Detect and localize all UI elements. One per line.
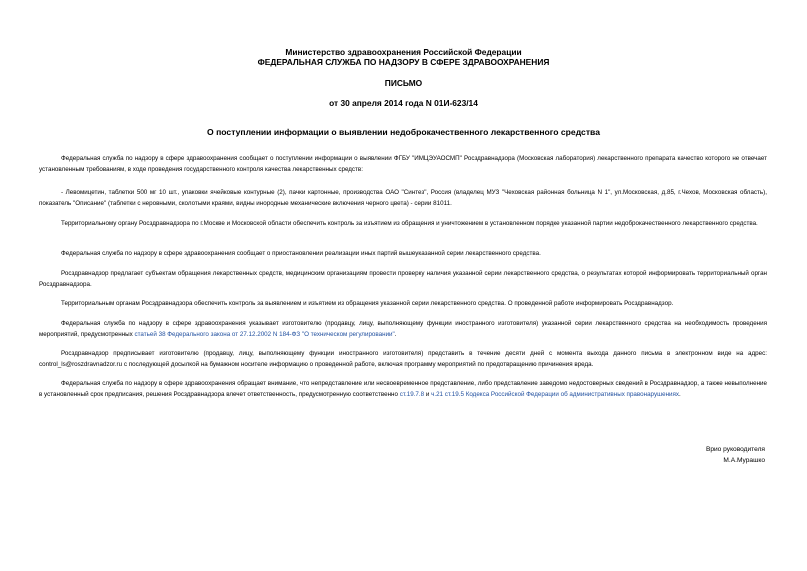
- paragraph-8: Росздравнадзор предписывает изготовителю (продавцу, лицу, выполняющему функции иностранного изготовителя) представить в течение десяти дней с момента выхода данного письма в электронном виде на адрес: control_ls@roszdravnadzor.ru с последующей досылкой на бумажном носителе информацию о проведенной работе, включая программу мероприятий по предотвращению причинения вреда.: [39, 350, 767, 369]
- service-name: ФЕДЕРАЛЬНАЯ СЛУЖБА ПО НАДЗОРУ В СФЕРЕ ЗДРАВООХРАНЕНИЯ: [257, 57, 550, 67]
- law-184fz-article-38-link[interactable]: статьей 38 Федерального закона от 27.12.2002 N 184-ФЗ "О техническом регулировании": [134, 331, 395, 339]
- paragraph-6: Территориальным органам Росздравнадзора обеспечить контроль за выявлением и изъятием из обращения указанной серии лекарственного средства. О проведенной работе информировать Росздравнадзор.: [61, 300, 674, 307]
- paragraph-4: Федеральная служба по надзору в сфере здравоохранения сообщает о приостановлении реализации иных партий вышеуказанной серии лекарственного средства.: [61, 250, 541, 257]
- paragraph-7-text: Федеральная служба по надзору в сфере здравоохранения указывает изготовителю (продавцу, лицу, выполняющему функции иностранного изготовителя) указанной серии лекарственного средства на необходимость проведения мероприятий, предусмотренных: [39, 320, 767, 339]
- paragraph-9-end: .: [679, 391, 681, 399]
- signatory-position: Врио руководителя: [705, 446, 765, 453]
- signatory-name: М.А.Мурашко: [723, 457, 765, 464]
- paragraph-5: Росздравнадзор предлагает субъектам обращения лекарственных средств, медицинским организациям провести проверку наличия указанной серии лекарственного средства, о результатах которой информировать территориальный орган Росздравнадзора.: [39, 270, 767, 289]
- ministry-name: Министерство здравоохранения Российской Федерации: [285, 47, 522, 57]
- paragraph-9-conjunction: и: [424, 391, 432, 399]
- paragraph-3: Территориальному органу Росздравнадзора по г.Москве и Московской области обеспечить контроль за изъятием из обращения и уничтожением в установленном порядке указанной партии недоброкачественного лекарственного средства.: [61, 220, 758, 227]
- koap-article-19-5-part-21-link[interactable]: ч.21 ст.19.5 Кодекса Российской Федерации об административных правонарушениях: [431, 391, 680, 399]
- paragraph-2: - Левомицетин, таблетки 500 мг 10 шт., упаковки ячейковые контурные (2), пачки картонные, производства ОАО "Синтез", Россия (владелец МУЗ "Чеховская районная больница N 1", ул.Московская, д.85, г.Чехов, Московская область), показатель "Описание" (таблетки с неровными, сколотыми краями, видны инородные механические включения черного цвета) - серии 81011.: [39, 189, 767, 208]
- document-title: О поступлении информации о выявлении недоброкачественного лекарственного средства: [207, 127, 600, 137]
- paragraph-7-end: .: [394, 331, 397, 339]
- paragraph-9-text: Федеральная служба по надзору в сфере здравоохранения обращает внимание, что непредставление или несвоевременное представление, либо представление заведомо недостоверных сведений в Росздравнадзор, а также невыполнение в установленный срок предписания, решения Росздравнадзора влечет ответственность, предусмотренную соответственно: [39, 380, 767, 399]
- document-type: ПИСЬМО: [384, 78, 423, 88]
- koap-article-19-7-8-link[interactable]: ст.19.7.8: [399, 391, 425, 399]
- document-date-number: от 30 апреля 2014 года N 01И-623/14: [329, 98, 478, 108]
- paragraph-9: [39, 378, 767, 401]
- paragraph-7: [39, 318, 767, 341]
- paragraph-1: Федеральная служба по надзору в сфере здравоохранения сообщает о поступлении информации о выявлении ФГБУ "ИМЦЭУАОСМП" Росздравнадзора (Московская лаборатория) лекарственного препарата качество которого не отвечает установленным требованиям, в ходе проведения государственного контроля качества лекарственных средств:: [39, 155, 767, 174]
